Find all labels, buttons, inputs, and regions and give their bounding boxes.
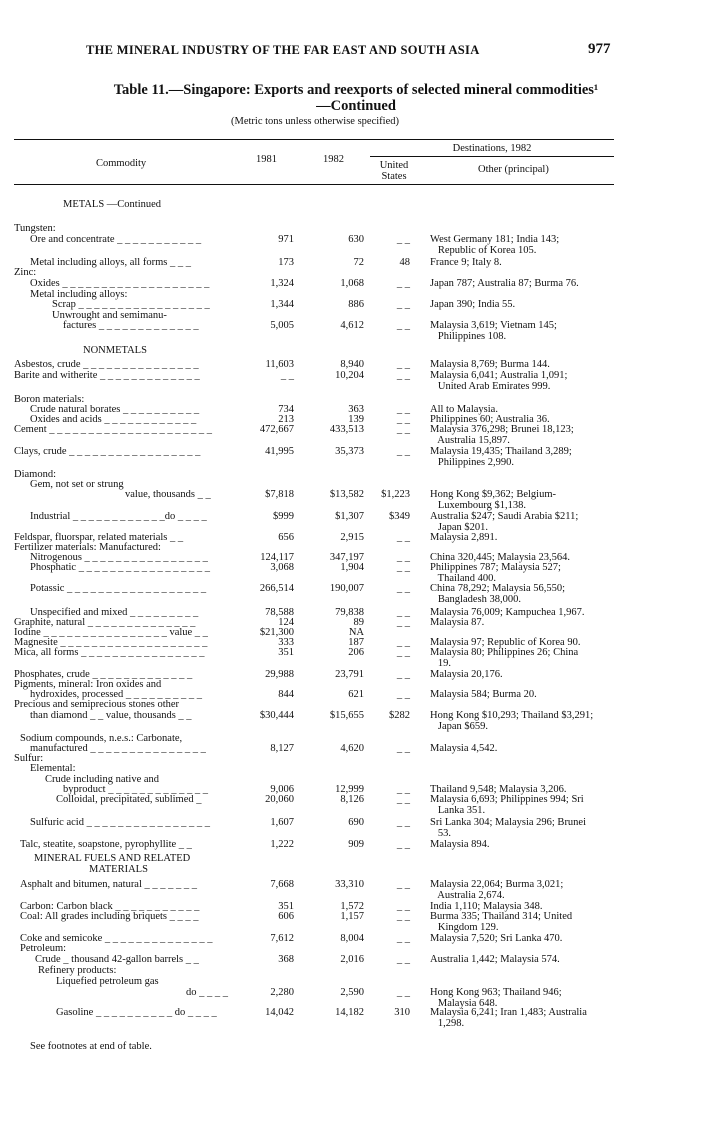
value-united-states: _ _ [396,562,410,573]
col-commodity: Commodity [96,158,147,169]
value-1982: 630 [348,234,364,245]
value-1982: 909 [348,839,364,850]
value-1981: 1,222 [270,839,294,850]
value-1981: 78,588 [265,607,294,618]
commodity-label: Gasoline _ _ _ _ _ _ _ _ _ _ do _ _ _ _ [56,1007,217,1018]
commodity-label: Mica, all forms _ _ _ _ _ _ _ _ _ _ _ _ _ _ _ _ [14,647,205,658]
value-1981: 8,127 [270,743,294,754]
value-united-states: _ _ [396,532,410,543]
value-other-destinations: Thailand 9,548; Malaysia 3,206. [430,784,567,795]
commodity-label: Crude natural borates _ _ _ _ _ _ _ _ _ _ [30,404,200,415]
value-1981: 41,995 [265,446,294,457]
value-1982: 621 [348,689,364,700]
value-united-states: $1,223 [381,489,410,500]
table-title [20,82,692,114]
commodity-label: Sodium compounds, n.e.s.: Carbonate, [20,733,183,744]
commodity-label: Oxides and acids _ _ _ _ _ _ _ _ _ _ _ _ [30,414,197,425]
value-1982: 1,904 [340,562,364,573]
running-head: THE MINERAL INDUSTRY OF THE FAR EAST AND SOUTH ASIA [86,43,480,57]
value-united-states: _ _ [396,552,410,563]
value-other-destinations: Hong Kong $10,293; Thailand $3,291; Japan $659. [430,710,594,732]
value-1982: 1,068 [340,278,364,289]
value-other-destinations: Japan 390; India 55. [430,299,516,310]
commodity-label: Unspecified and mixed _ _ _ _ _ _ _ _ _ [30,607,199,618]
commodity-label: Zinc: [14,267,37,278]
value-united-states: _ _ [396,647,410,658]
commodity-label: Clays, crude _ _ _ _ _ _ _ _ _ _ _ _ _ _ _ _ _ [14,446,201,457]
value-united-states: _ _ [396,954,410,965]
value-united-states: _ _ [396,637,410,648]
value-united-states: _ _ [396,414,410,425]
table-title-line1: Table 11.—Singapore: Exports and reexports of selected mineral commodities¹ [113,82,599,98]
commodity-label: value, thousands _ _ [125,489,211,500]
value-united-states: _ _ [396,359,410,370]
value-united-states: _ _ [396,617,410,628]
commodity-label: Sulfur: [14,753,44,764]
page-number: 977 [588,41,611,57]
value-united-states: $282 [389,710,410,721]
value-other-destinations: Malaysia 87. [430,617,485,628]
value-other-destinations: Malaysia 894. [430,839,490,850]
commodity-label: manufactured _ _ _ _ _ _ _ _ _ _ _ _ _ _ _ [30,743,206,754]
value-other-destinations: Malaysia 6,241; Iran 1,483; Australia 1,298. [430,1007,587,1029]
commodity-label: than diamond _ _ value, thousands _ _ [30,710,192,721]
commodity-label: Phosphatic _ _ _ _ _ _ _ _ _ _ _ _ _ _ _ _ _ [30,562,210,573]
commodity-label: Elemental: [30,763,76,774]
value-1982: 8,004 [340,933,364,944]
commodity-label: Phosphates, crude _ _ _ _ _ _ _ _ _ _ _ _ _ [14,669,193,680]
value-other-destinations: China 320,445; Malaysia 23,564. [430,552,570,563]
value-1982: 139 [348,414,364,425]
value-united-states: _ _ [396,234,410,245]
value-1981: 351 [278,647,294,658]
commodity-label: Cement _ _ _ _ _ _ _ _ _ _ _ _ _ _ _ _ _ _ _ _ _ [14,424,213,435]
value-1982: 8,126 [340,794,364,805]
value-1982: 10,204 [335,370,364,381]
value-other-destinations: Malaysia 20,176. [430,669,503,680]
value-1981: $999 [273,511,294,522]
value-united-states: _ _ [396,987,410,998]
value-1981: 20,060 [265,794,294,805]
value-other-destinations: Malaysia 80; Philippines 26; China 19. [430,647,579,669]
value-1981: 9,006 [270,784,294,795]
table-title-line2: —Continued [316,98,396,114]
value-1981: 734 [278,404,294,415]
value-1982: 1,572 [340,901,364,912]
value-other-destinations: China 78,292; Malaysia 56,550; Bangladesh 38,000. [430,583,566,605]
commodity-label: Crude _ thousand 42-gallon barrels _ _ [35,954,199,965]
commodity-label: Boron materials: [14,394,85,405]
value-united-states: _ _ [396,299,410,310]
value-other-destinations: Malaysia 97; Republic of Korea 90. [430,637,581,648]
header-bottom-rule [14,184,614,185]
value-1982: 8,940 [340,359,364,370]
value-1981: 5,005 [270,320,294,331]
value-other-destinations: Philippines 60; Australia 36. [430,414,550,425]
value-1981: _ _ [280,370,294,381]
value-other-destinations: Australia 1,442; Malaysia 574. [430,954,560,965]
value-1982: 14,182 [335,1007,364,1018]
value-other-destinations: Sri Lanka 304; Malaysia 296; Brunei 53. [430,817,587,839]
commodity-label: Diamond: [14,469,56,480]
footnote: See footnotes at end of table. [30,1041,152,1052]
value-1981: 124 [278,617,294,628]
col-1981: 1981 [256,154,277,165]
value-other-destinations: Malaysia 584; Burma 20. [430,689,537,700]
commodity-label: METALS —Continued [63,199,162,210]
value-united-states: 310 [394,1007,410,1018]
commodity-label: Nitrogenous _ _ _ _ _ _ _ _ _ _ _ _ _ _ _ _ [30,552,208,563]
commodity-label: Feldspar, fluorspar, related materials _ _ [14,532,184,543]
value-united-states: _ _ [396,370,410,381]
commodity-label: hydroxides, processed _ _ _ _ _ _ _ _ _ _ [30,689,203,700]
commodity-label: Coal: All grades including briquets _ _ _ _ [20,911,199,922]
value-1981: 173 [278,257,294,268]
value-other-destinations: Hong Kong $9,362; Belgium- Luxembourg $1,138. [430,489,556,511]
value-1982: 72 [353,257,364,268]
value-other-destinations: Malaysia 2,891. [430,532,498,543]
value-1981: 2,280 [270,987,294,998]
value-1982: $13,582 [329,489,364,500]
value-1981: $7,818 [265,489,294,500]
commodity-label: Asphalt and bitumen, natural _ _ _ _ _ _ _ [20,879,198,890]
value-1982: 1,157 [340,911,364,922]
value-united-states: _ _ [396,911,410,922]
value-united-states: _ _ [396,817,410,828]
value-1982: 2,016 [340,954,364,965]
value-united-states: _ _ [396,794,410,805]
value-united-states: _ _ [396,607,410,618]
value-1982: 2,915 [340,532,364,543]
value-1981: 3,068 [270,562,294,573]
value-1981: 351 [278,901,294,912]
value-other-destinations: Philippines 787; Malaysia 527; Thailand 400. [430,562,561,584]
value-other-destinations: Malaysia 376,298; Brunei 18,123; Australia 15,897. [430,424,574,446]
value-united-states: _ _ [396,669,410,680]
commodity-label: Coke and semicoke _ _ _ _ _ _ _ _ _ _ _ _ _ _ [20,933,213,944]
value-1981: 11,603 [265,359,294,370]
value-other-destinations: All to Malaysia. [430,404,498,415]
commodity-label: Unwrought and semimanu- [52,310,167,321]
value-1981: 971 [278,234,294,245]
value-other-destinations: Malaysia 6,041; Australia 1,091; United Arab Emirates 999. [430,370,568,392]
value-united-states: _ _ [396,583,410,594]
value-1981: 266,514 [259,583,294,594]
value-1981: 1,324 [270,278,294,289]
value-1982: 347,197 [329,552,364,563]
col-destinations: Destinations, 1982 [452,143,532,154]
commodity-label: Fertilizer materials: Manufactured: [14,542,161,553]
commodity-label: Tungsten: [14,223,56,234]
value-1982: 79,838 [335,607,364,618]
commodity-label: Ore and concentrate _ _ _ _ _ _ _ _ _ _ _ [30,234,202,245]
value-1982: $1,307 [335,511,364,522]
value-1981: 7,612 [270,933,294,944]
value-1982: 35,373 [335,446,364,457]
value-other-destinations: Hong Kong 963; Thailand 946; Malaysia 648. [430,987,562,1009]
value-other-destinations: India 1,110; Malaysia 348. [430,901,543,912]
value-1981: 606 [278,911,294,922]
commodity-label: Talc, steatite, soapstone, pyrophyllite _ _ [20,839,192,850]
commodity-label: Graphite, natural _ _ _ _ _ _ _ _ _ _ _ _ _ _ [14,617,196,628]
commodity-label: Iodine _ _ _ _ _ _ _ _ _ _ _ _ _ _ _ _ value _ _ [14,627,208,638]
value-united-states: _ _ [396,424,410,435]
value-other-destinations: Malaysia 8,769; Burma 144. [430,359,550,370]
value-united-states: _ _ [396,784,410,795]
commodity-label: Pigments, mineral: Iron oxides and [14,679,162,690]
commodity-label: Metal including alloys: [30,289,128,300]
value-1982: 2,590 [340,987,364,998]
value-1981: $21,300 [259,627,294,638]
value-1981: 844 [278,689,294,700]
value-1982: NA [348,627,364,638]
commodity-label: Gem, not set or strung [30,479,124,490]
table-top-rule [14,139,614,140]
commodity-label: byproduct _ _ _ _ _ _ _ _ _ _ _ _ _ [63,784,208,795]
value-1981: 333 [278,637,294,648]
value-other-destinations: Malaysia 22,064; Burma 3,021; Australia 2,674. [430,879,564,901]
value-1981: 472,667 [259,424,294,435]
value-1982: 4,612 [340,320,364,331]
commodity-label: Magnesite _ _ _ _ _ _ _ _ _ _ _ _ _ _ _ _ _ _ _ [14,637,208,648]
value-1981: 368 [278,954,294,965]
commodity-label: Asbestos, crude _ _ _ _ _ _ _ _ _ _ _ _ _ _ _ [14,359,199,370]
commodity-label: NONMETALS [83,345,147,356]
commodity-label: Industrial _ _ _ _ _ _ _ _ _ _ _ _do _ _ _ _ [30,511,207,522]
value-united-states: _ _ [396,839,410,850]
commodity-label: Petroleum: [20,943,67,954]
commodity-label: Oxides _ _ _ _ _ _ _ _ _ _ _ _ _ _ _ _ _ _ _ [30,278,210,289]
value-other-destinations: Malaysia 3,619; Vietnam 145; Philippines 108. [430,320,557,342]
value-1981: 29,988 [265,669,294,680]
value-1982: 190,007 [329,583,364,594]
commodity-label: factures _ _ _ _ _ _ _ _ _ _ _ _ _ [63,320,199,331]
col-other-principal: Other (principal) [478,164,549,175]
value-1982: 89 [353,617,364,628]
value-1981: 124,117 [260,552,294,563]
value-1982: 23,791 [335,669,364,680]
value-united-states: $349 [389,511,410,522]
value-1982: 187 [348,637,364,648]
value-1982: $15,655 [329,710,364,721]
value-1981: 14,042 [265,1007,294,1018]
value-1982: 12,999 [335,784,364,795]
value-other-destinations: West Germany 181; India 143; Republic of Korea 105. [430,234,560,256]
commodity-label: MINERAL FUELS AND RELATED [34,853,191,864]
value-1982: 690 [348,817,364,828]
value-other-destinations: Malaysia 19,435; Thailand 3,289; Philippines 2,990. [430,446,572,468]
col-1982: 1982 [323,154,344,165]
commodity-label: do _ _ _ _ [186,987,228,998]
value-1982: 433,513 [329,424,364,435]
commodity-label: Sulfuric acid _ _ _ _ _ _ _ _ _ _ _ _ _ _ _ _ [30,817,210,828]
commodity-label: Carbon: Carbon black _ _ _ _ _ _ _ _ _ _ _ [20,901,200,912]
commodity-label: Potassic _ _ _ _ _ _ _ _ _ _ _ _ _ _ _ _ _ _ [30,583,207,594]
commodity-label: MATERIALS [89,864,148,875]
value-1982: 33,310 [335,879,364,890]
value-other-destinations: Burma 335; Thailand 314; United Kingdom 129. [430,911,573,933]
value-united-states: _ _ [396,689,410,700]
value-1981: 656 [278,532,294,543]
commodity-label: Colloidal, precipitated, sublimed _ [56,794,202,805]
value-united-states: _ _ [396,901,410,912]
commodity-label: Liquefied petroleum gas [56,976,159,987]
value-1982: 886 [348,299,364,310]
value-1981: 1,607 [270,817,294,828]
units-note: (Metric tons unless otherwise specified) [231,116,399,127]
value-1981: 213 [278,414,294,425]
value-other-destinations: Malaysia 6,693; Philippines 994; Sri Lanka 351. [430,794,584,816]
value-other-destinations: Malaysia 76,009; Kampuchea 1,967. [430,607,585,618]
value-other-destinations: Malaysia 7,520; Sri Lanka 470. [430,933,563,944]
value-united-states: _ _ [396,320,410,331]
value-1981: $30,444 [259,710,294,721]
value-united-states: _ _ [396,278,410,289]
commodity-label: Scrap _ _ _ _ _ _ _ _ _ _ _ _ _ _ _ _ _ [52,299,210,310]
value-1982: 4,620 [340,743,364,754]
commodity-label: Crude including native and [45,774,160,785]
commodity-label: Metal including alloys, all forms _ _ _ [30,257,191,268]
commodity-label: Barite and witherite _ _ _ _ _ _ _ _ _ _ _ _ _ [14,370,200,381]
value-united-states: _ _ [396,404,410,415]
value-1982: 206 [348,647,364,658]
value-united-states: _ _ [396,933,410,944]
value-1981: 1,344 [270,299,294,310]
value-united-states: _ _ [396,446,410,457]
value-1982: 363 [348,404,364,415]
value-united-states: _ _ [396,743,410,754]
value-other-destinations: Malaysia 4,542. [430,743,498,754]
value-other-destinations: Japan 787; Australia 87; Burma 76. [430,278,579,289]
value-other-destinations: Australia $247; Saudi Arabia $211; Japan $201. [430,511,579,533]
value-united-states: 48 [399,257,410,268]
value-united-states: _ _ [396,879,410,890]
value-1981: 7,668 [270,879,294,890]
value-other-destinations: France 9; Italy 8. [430,257,502,268]
commodity-label: Precious and semiprecious stones other [14,699,180,710]
col-united-states: United States [379,160,409,182]
destinations-rule [370,156,614,157]
commodity-label: Refinery products: [38,965,117,976]
